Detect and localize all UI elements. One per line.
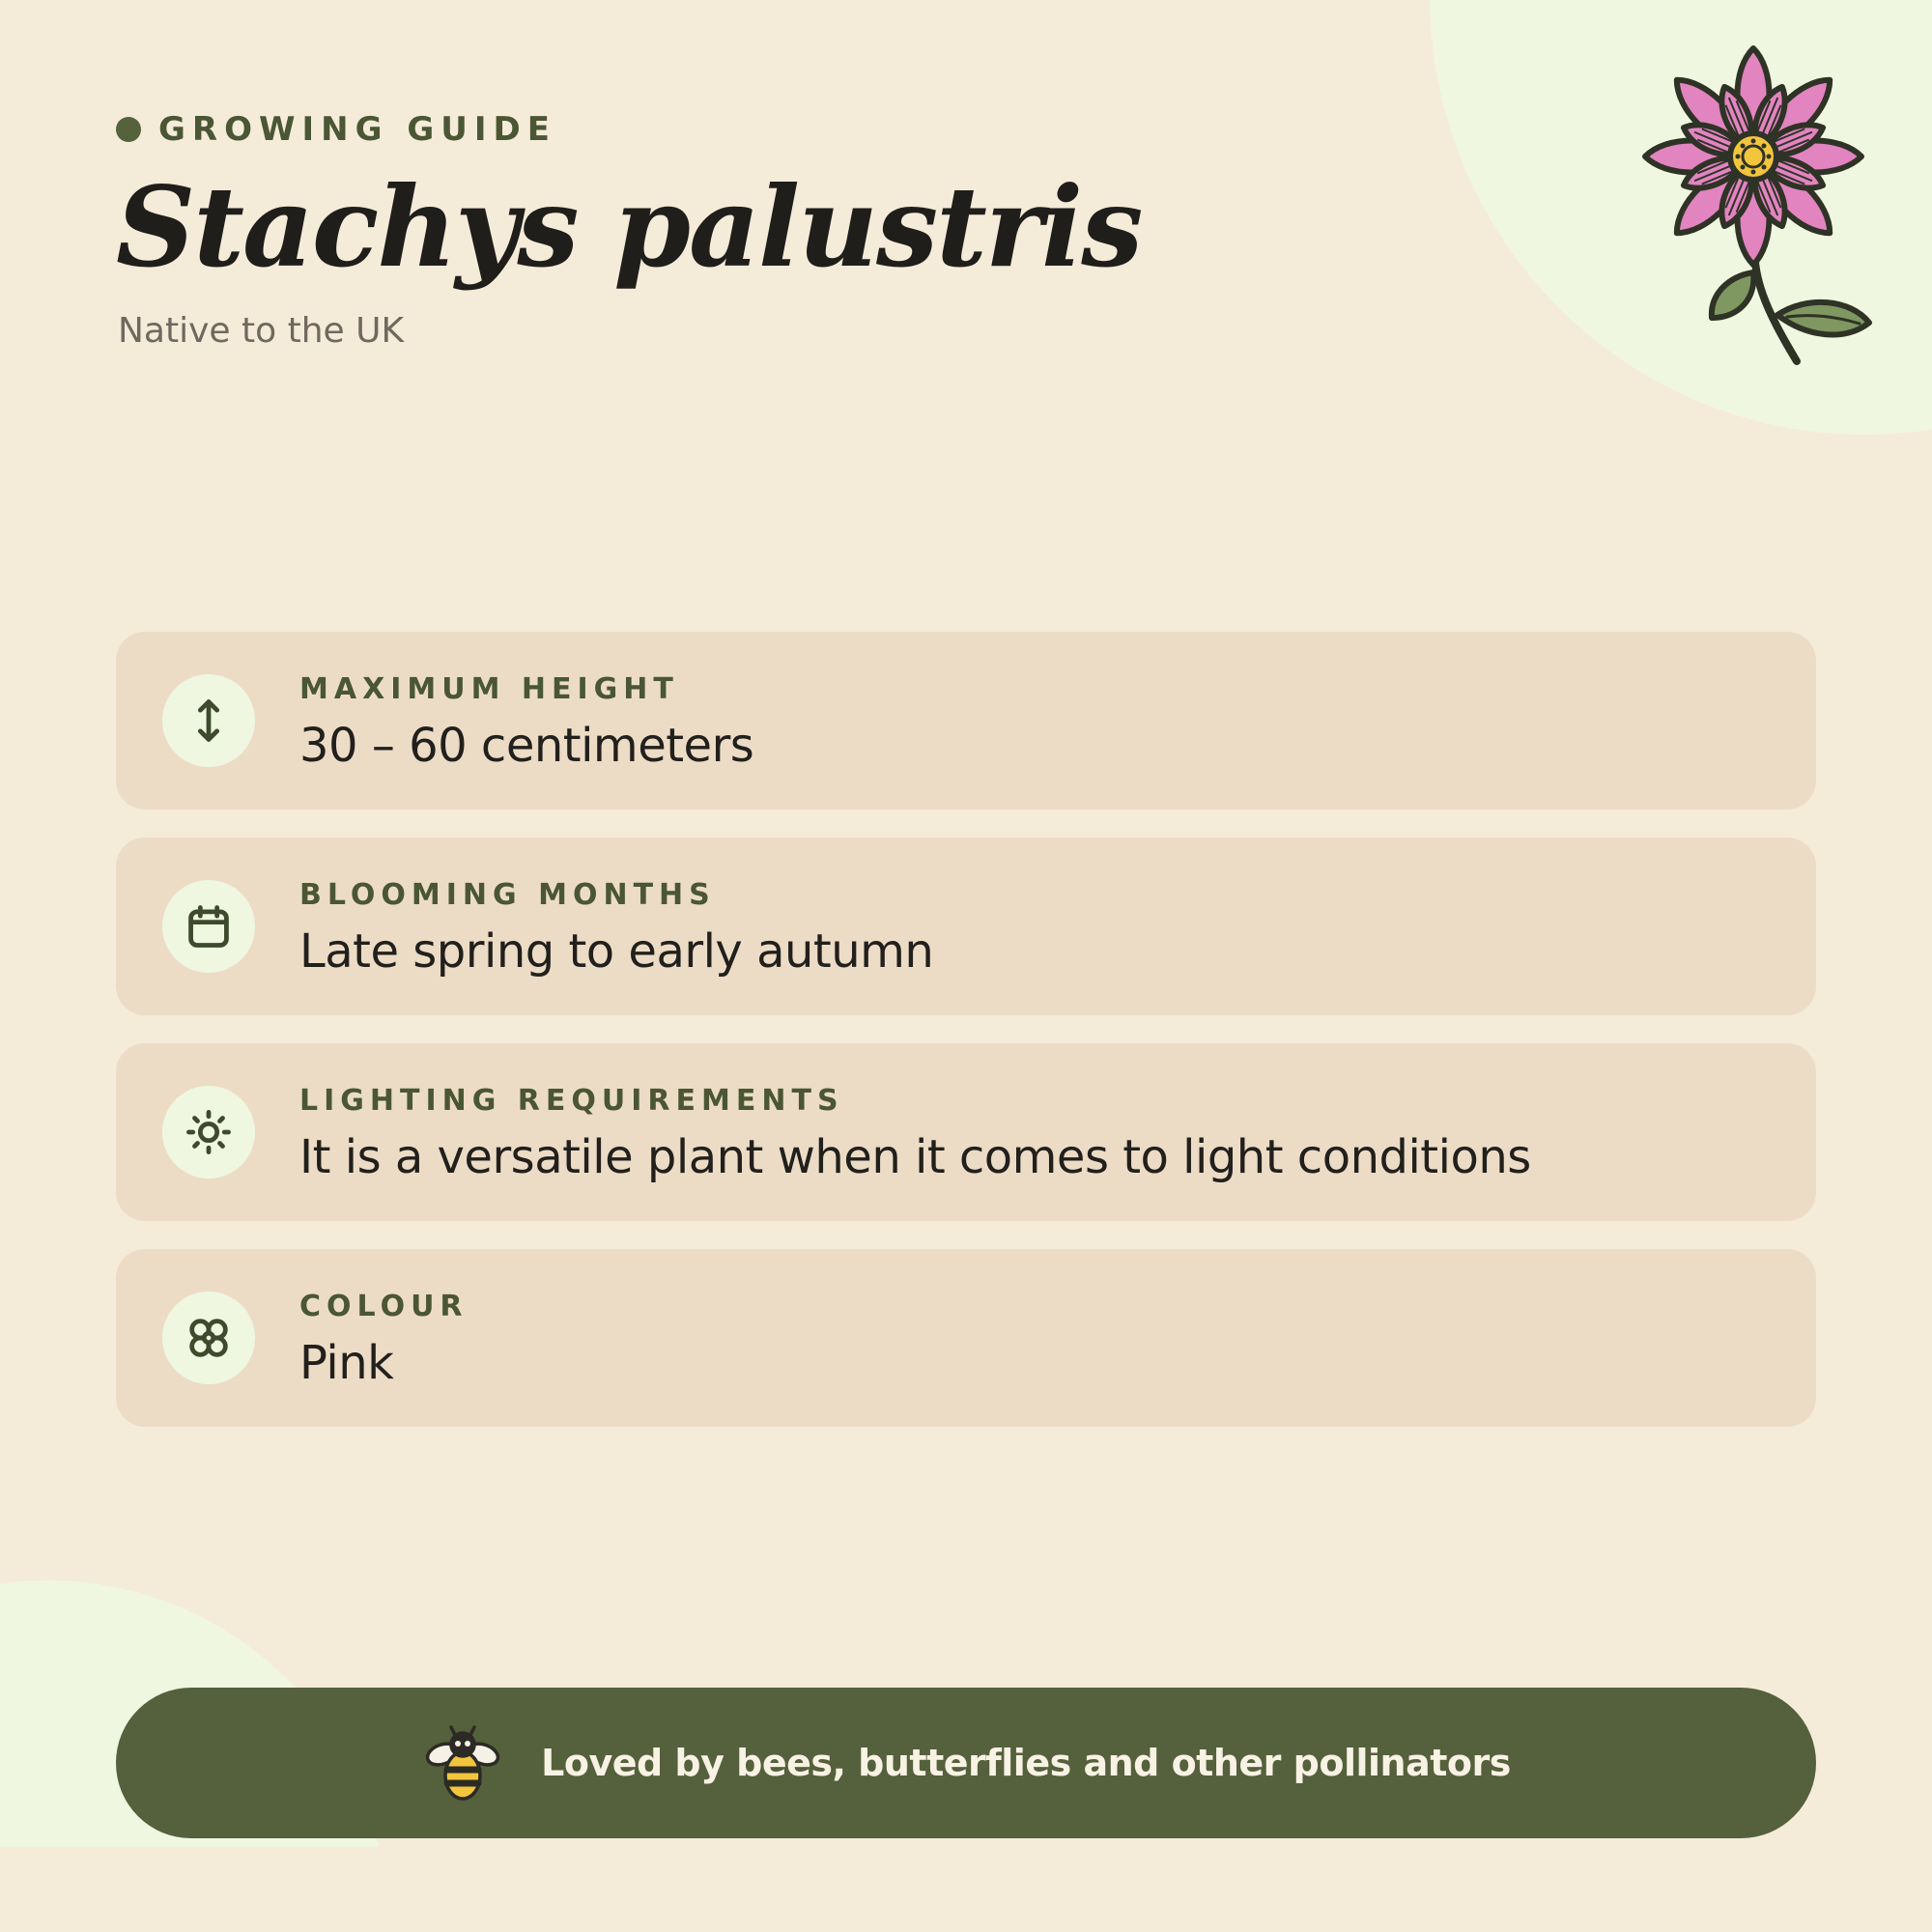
eyebrow-dot-icon (116, 117, 141, 142)
detail-value: Pink (299, 1336, 394, 1390)
height-icon-badge (162, 674, 255, 767)
banner-text: Loved by bees, butterflies and other pollinators (541, 1742, 1511, 1784)
detail-value: 30 – 60 centimeters (299, 719, 754, 773)
detail-card-blooming (116, 838, 1816, 1015)
calendar-icon (184, 901, 234, 952)
detail-value: It is a versatile plant when it comes to light conditions (299, 1130, 1531, 1184)
flower-petals-icon (184, 1313, 234, 1363)
colour-icon-badge (162, 1292, 255, 1384)
sun-icon (184, 1107, 234, 1157)
detail-card-height (116, 632, 1816, 810)
detail-label: BLOOMING MONTHS (299, 878, 716, 912)
detail-card-lighting (116, 1043, 1816, 1221)
eyebrow (116, 110, 556, 149)
detail-label: MAXIMUM HEIGHT (299, 672, 679, 706)
detail-label: LIGHTING REQUIREMENTS (299, 1084, 844, 1118)
flower-illustration-icon (1613, 23, 1893, 371)
plant-details-list (116, 632, 1816, 1455)
detail-value: Late spring to early autumn (299, 924, 934, 979)
vertical-arrows-icon (184, 696, 234, 746)
detail-label: COLOUR (299, 1290, 469, 1323)
page-title: Stachys palustris (116, 162, 1142, 292)
eyebrow-label: GROWING GUIDE (158, 110, 556, 149)
detail-card-colour (116, 1249, 1816, 1427)
pollinator-banner (116, 1688, 1816, 1838)
lighting-icon-badge (162, 1086, 255, 1179)
page-subtitle: Native to the UK (118, 311, 405, 351)
blooming-icon-badge (162, 880, 255, 973)
bee-icon (421, 1721, 504, 1804)
